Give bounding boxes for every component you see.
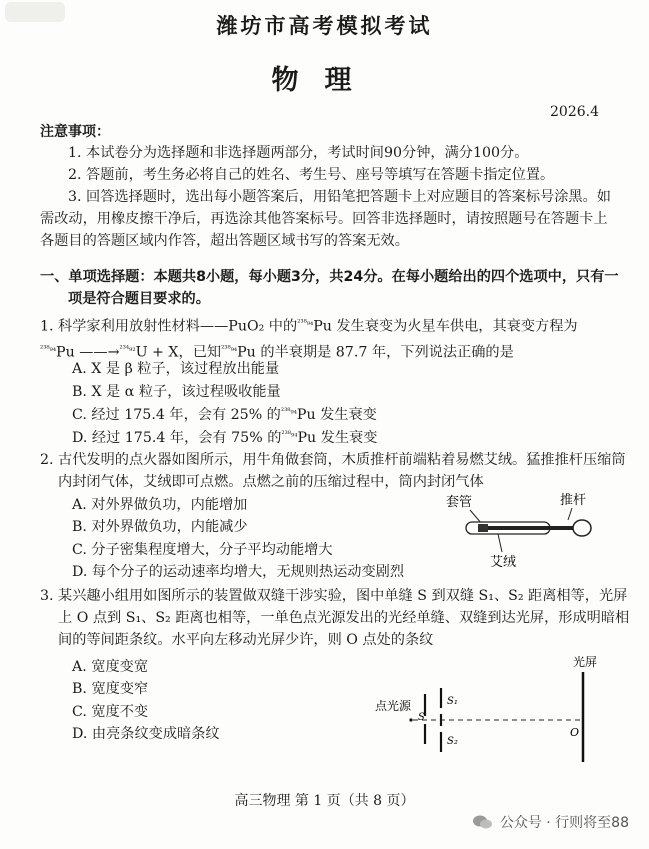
- rod-handle: [573, 520, 591, 536]
- point-source-dot: [409, 718, 412, 721]
- label-moxa: 艾绒: [490, 555, 517, 570]
- q2-option-b: B. 对外界做负功，内能减少: [72, 519, 248, 535]
- question-1-stem: 1. 科学家利用放射性材料——PuO₂ 中的$^{^{238}_{94}}$Pu 发生衰变为火星车供电，其衰变方程为: [40, 318, 578, 335]
- label-o: O: [570, 726, 580, 739]
- double-slit-figure: [375, 654, 615, 764]
- question-1: [40, 312, 618, 363]
- section-heading-text: 一、单项选择题：本题共8小题，每小题3分，共24分。在每小题给出的四个选项中，只有一项是符合题目要求的。: [40, 269, 619, 307]
- label-screen: 光屏: [573, 655, 598, 669]
- exam-date: 2026.4: [550, 104, 599, 120]
- label-s2: S₂: [447, 736, 458, 747]
- q1-option-d: D. 经过 175.4 年，会有 75% 的$^{^{238}_{94}}$Pu 发生衰变: [72, 429, 378, 446]
- moxa-tip: [478, 524, 488, 532]
- q3-option-c: C. 宽度不变: [72, 704, 149, 720]
- question-2-stem: 2. 古代发明的点火器如图所示，用牛角做套筒，木质推杆前端粘着易燃艾绒。猛推推杆压缩筒内封闭气体，艾绒即可点燃。点燃之前的压缩过程中，筒内封闭气体: [40, 452, 626, 490]
- question-3-stem: 3. 某兴趣小组用如图所示的装置做双缝干涉实验，图中单缝 S 到双缝 S₁、S₂ 距离相等，光屏上 O 点到 S₁、S₂ 距离也相等，一单色点光源发出的光经单缝、双缝到达光屏，形成明暗相间的等间距条纹。水平向左移动光屏少许，则 O 点处的条纹: [40, 588, 630, 648]
- watermark: [472, 812, 629, 832]
- label-point-source: 点光源: [375, 699, 412, 713]
- notice-item-3: 3. 回答选择题时，选出每小题答案后，用铅笔把答题卡上对应题目的答案标号涂黑。如需改动，用橡皮擦干净后，再选涂其他答案标号。回答非选择题时，请按照题号在答题卡上各题目的答题区域内作答，超出答题区域书写的答案无效。: [40, 189, 611, 249]
- subject-title: 物理: [271, 65, 378, 96]
- label-sleeve: 套管: [446, 495, 473, 510]
- label-s: S: [418, 712, 425, 723]
- page-footer: 高三物理 第 1 页（共 8 页）: [234, 793, 415, 809]
- push-rod: [484, 526, 574, 530]
- q2-option-a: A. 对外界做负功，内能增加: [72, 497, 248, 513]
- q1-option-a: A. X 是 β 粒子，该过程放出能量: [72, 361, 280, 377]
- q3-option-b: B. 宽度变窄: [72, 681, 149, 697]
- label-rod: 推杆: [560, 493, 587, 508]
- exam-title: 潍坊市高考模拟考试: [216, 13, 433, 38]
- q3-option-d: D. 由亮条纹变成暗条纹: [72, 726, 220, 742]
- q3-option-a: A. 宽度变宽: [72, 659, 149, 675]
- watermark-text: 公众号 · 行则将至88: [499, 815, 629, 831]
- notice-heading: 注意事项：: [40, 124, 110, 140]
- notice-item-1: 1. 本试卷分为选择题和非选择题两部分，考试时间90分钟，满分100分。: [68, 145, 529, 161]
- igniter-figure: [440, 490, 600, 570]
- q2-option-d: D. 每个分子的运动速率均增大，无规则热运动变剧烈: [72, 564, 405, 580]
- wechat-icon: [472, 814, 494, 830]
- question-1-equation: $^{^{238}_{94}}$Pu ——→$^{^{234}_{92}}$U + X，已知$^{^{238}_{94}}$Pu 的半衰期是 87.7 年，下列说法正确的是: [40, 343, 514, 361]
- notice-item-2: 2. 答题前，考生务必将自己的姓名、考生号、座号等填写在答题卡指定位置。: [68, 167, 555, 183]
- q2-option-c: C. 分子密集程度增大，分子平均动能增大: [72, 542, 333, 558]
- q1-option-b: B. X 是 α 粒子，该过程吸收能量: [72, 384, 281, 400]
- q1-option-c: C. 经过 175.4 年，会有 25% 的$^{^{238}_{94}}$Pu 发生衰变: [72, 406, 377, 423]
- label-s1: S₁: [447, 696, 458, 707]
- section-heading: [40, 266, 630, 310]
